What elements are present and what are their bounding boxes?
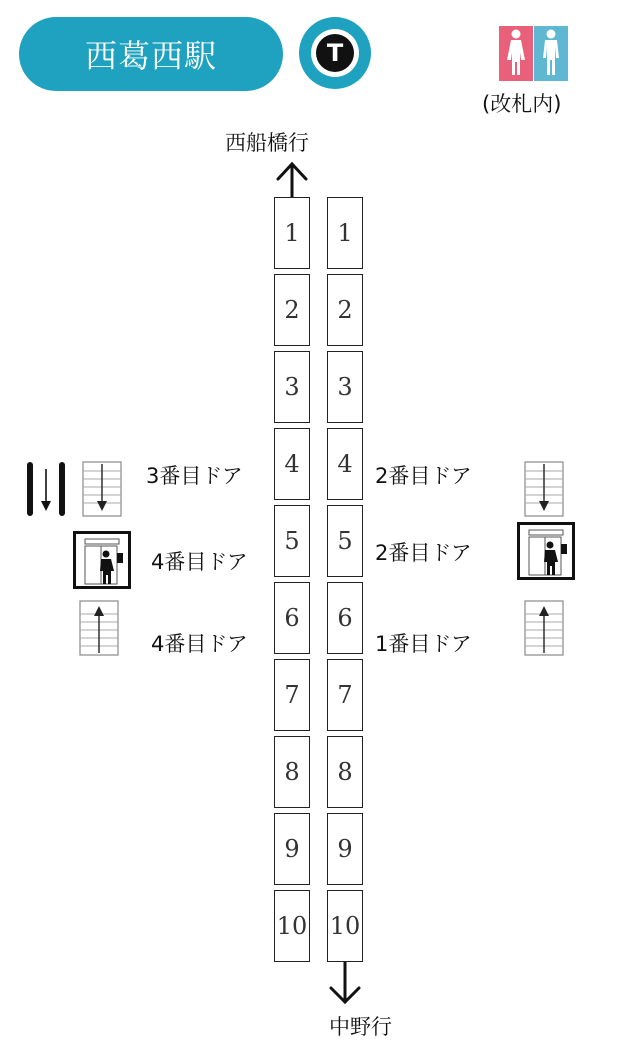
direction-up-label: 西船橋行 [225,131,309,155]
car-left-10: 10 [274,890,310,962]
right-door-label-3: 1番目ドア [375,632,472,656]
car-right-3: 3 [327,351,363,423]
car-left-1: 1 [274,197,310,269]
car-right-8: 8 [327,736,363,808]
car-right-2: 2 [327,274,363,346]
station-name: 西葛西駅 [19,17,283,91]
car-left-5: 5 [274,505,310,577]
restroom-note: (改札内) [482,92,562,116]
car-right-6: 6 [327,582,363,654]
line-letter: T [316,34,354,72]
car-right-9: 9 [327,813,363,885]
right-door-label-2: 2番目ドア [375,541,472,565]
car-right-7: 7 [327,659,363,731]
car-left-3: 3 [274,351,310,423]
escalator-up-icon [79,600,119,656]
car-right-1: 1 [327,197,363,269]
left-door-label-3: 4番目ドア [151,632,248,656]
car-left-6: 6 [274,582,310,654]
car-right-10: 10 [327,890,363,962]
car-left-4: 4 [274,428,310,500]
escalator-up-icon [524,600,564,656]
car-left-8: 8 [274,736,310,808]
elevator-icon [73,531,131,589]
escalator-down-icon [82,461,122,517]
left-door-label-1: 3番目ドア [146,464,243,488]
car-left-7: 7 [274,659,310,731]
escalator-down-icon [524,461,564,517]
stairs-icon [24,461,74,516]
car-left-2: 2 [274,274,310,346]
right-door-label-1: 2番目ドア [375,464,472,488]
car-left-9: 9 [274,813,310,885]
elevator-icon [517,522,575,580]
left-door-label-2: 4番目ドア [151,550,248,574]
car-right-5: 5 [327,505,363,577]
car-right-4: 4 [327,428,363,500]
direction-down-label: 中野行 [329,1015,392,1039]
